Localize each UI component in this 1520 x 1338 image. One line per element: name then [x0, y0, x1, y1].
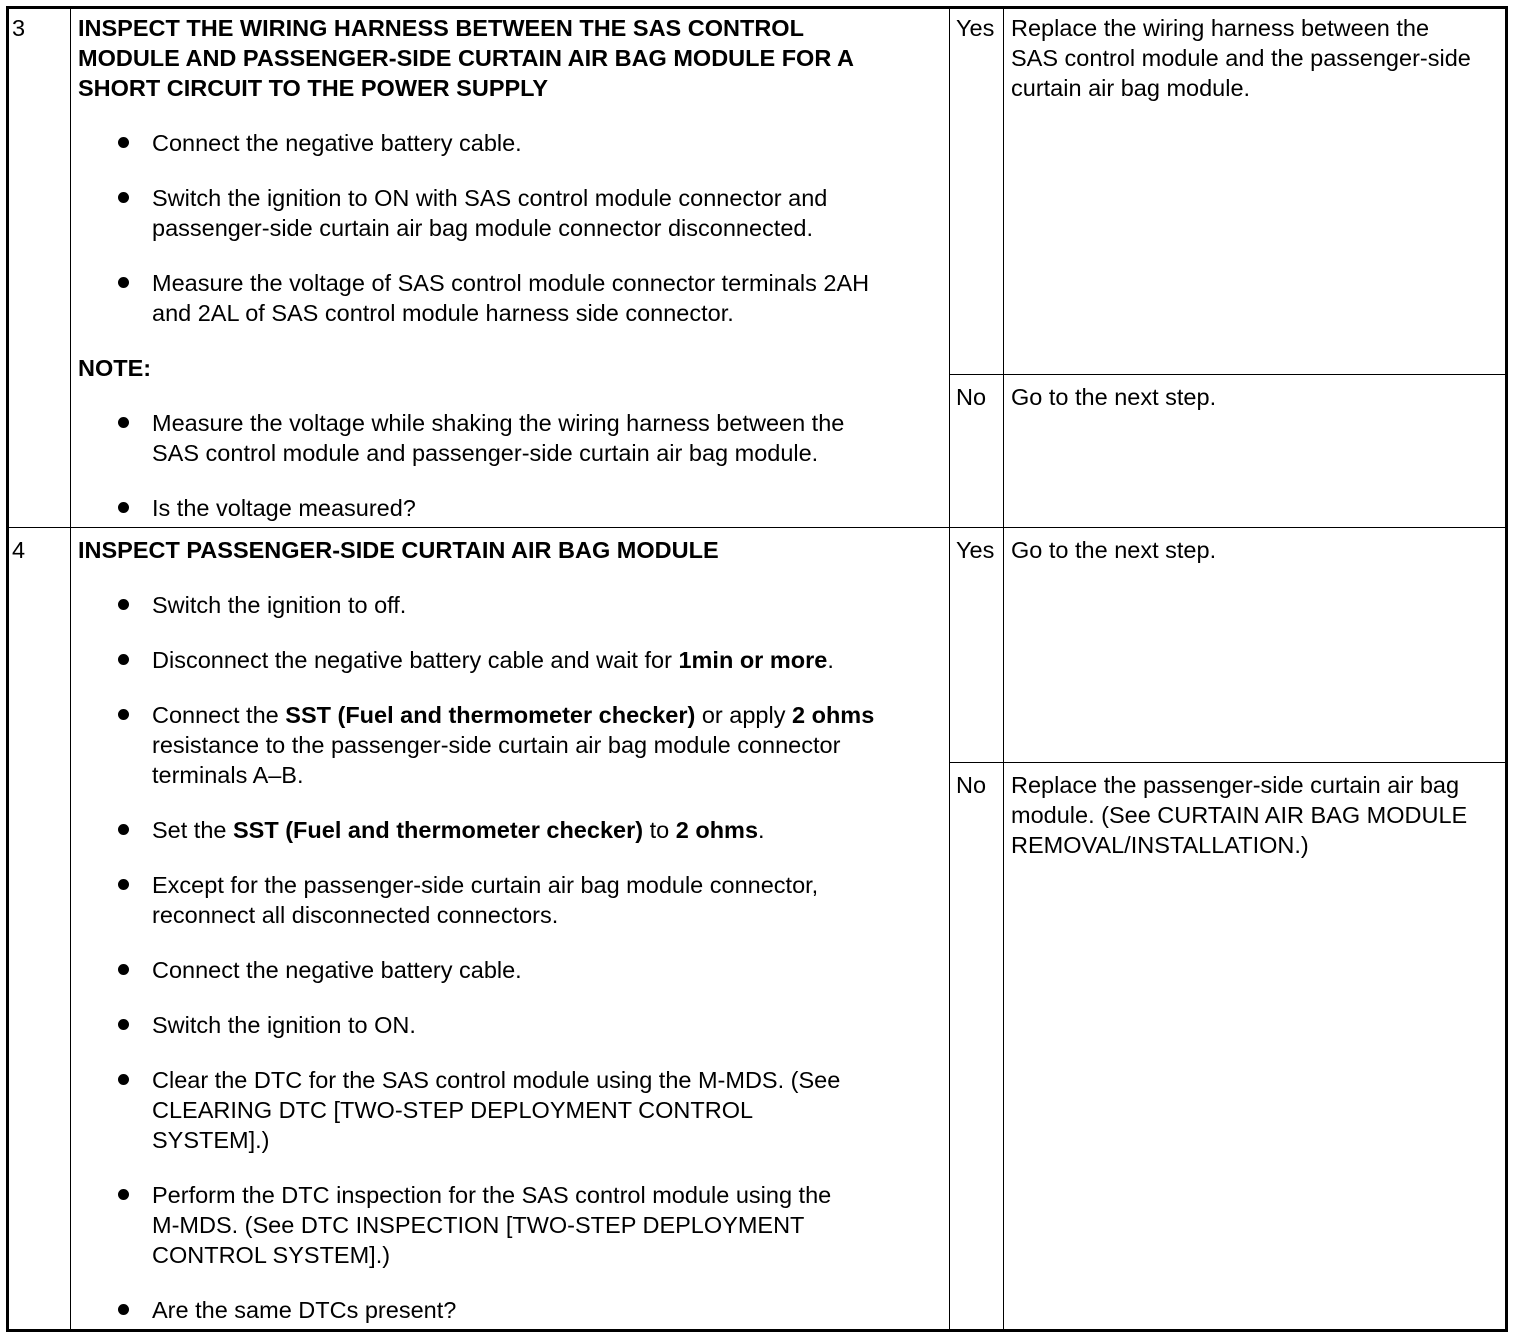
action-line: Replace the passenger-side curtain air bag: [1011, 772, 1460, 798]
yes-label: Yes: [956, 15, 995, 41]
bullet-dot-icon: [118, 277, 129, 288]
bullet-dot-icon: [118, 964, 129, 975]
yes-label: Yes: [956, 537, 995, 563]
step-number: 3: [12, 15, 26, 41]
row-divider-step-3-4: [6, 527, 1508, 528]
bullet-dot-icon: [118, 824, 129, 835]
table-border-bottom: [6, 1329, 1508, 1332]
bullet-dot-icon: [118, 654, 129, 665]
no-label: No: [956, 384, 987, 410]
bullet-dot-icon: [118, 879, 129, 890]
bullet-dot-icon: [118, 1074, 129, 1085]
no-label: No: [956, 772, 987, 798]
action-line: REMOVAL/INSTALLATION.): [1011, 832, 1309, 858]
step-title-line: INSPECT THE WIRING HARNESS BETWEEN THE SAS CONTROL: [78, 15, 804, 41]
step-title-line: SHORT CIRCUIT TO THE POWER SUPPLY: [78, 75, 549, 101]
bullet-dot-icon: [118, 137, 129, 148]
column-divider-result: [949, 6, 950, 1332]
no-action: Go to the next step.: [1011, 384, 1217, 410]
bullet-dot-icon: [118, 709, 129, 720]
action-line: curtain air bag module.: [1011, 75, 1251, 101]
bullet-dot-icon: [118, 1304, 129, 1315]
step-title-line: MODULE AND PASSENGER-SIDE CURTAIN AIR BAG MODULE FOR A: [78, 45, 854, 71]
bullet-dot-icon: [118, 502, 129, 513]
action-line: module. (See CURTAIN AIR BAG MODULE: [1011, 802, 1468, 828]
step-number: 4: [12, 537, 26, 563]
row-divider-step4-yes-no: [949, 762, 1508, 763]
row-divider-step3-yes-no: [949, 374, 1508, 375]
bullet-dot-icon: [118, 1189, 129, 1200]
bullet-dot-icon: [118, 599, 129, 610]
table-border-right: [1505, 6, 1508, 1332]
step-title: INSPECT PASSENGER-SIDE CURTAIN AIR BAG MODULE: [78, 537, 719, 563]
table-border-left: [6, 6, 9, 1332]
yes-action: Go to the next step.: [1011, 537, 1217, 563]
action-line: Replace the wiring harness between the: [1011, 15, 1430, 41]
bullet-dot-icon: [118, 192, 129, 203]
column-divider-step: [70, 6, 71, 1332]
action-line: SAS control module and the passenger-side: [1011, 45, 1471, 71]
table-border-top: [6, 6, 1508, 9]
bullet-dot-icon: [118, 417, 129, 428]
column-divider-action: [1003, 6, 1004, 1332]
bullet-dot-icon: [118, 1019, 129, 1030]
note-label: NOTE:: [78, 355, 152, 381]
